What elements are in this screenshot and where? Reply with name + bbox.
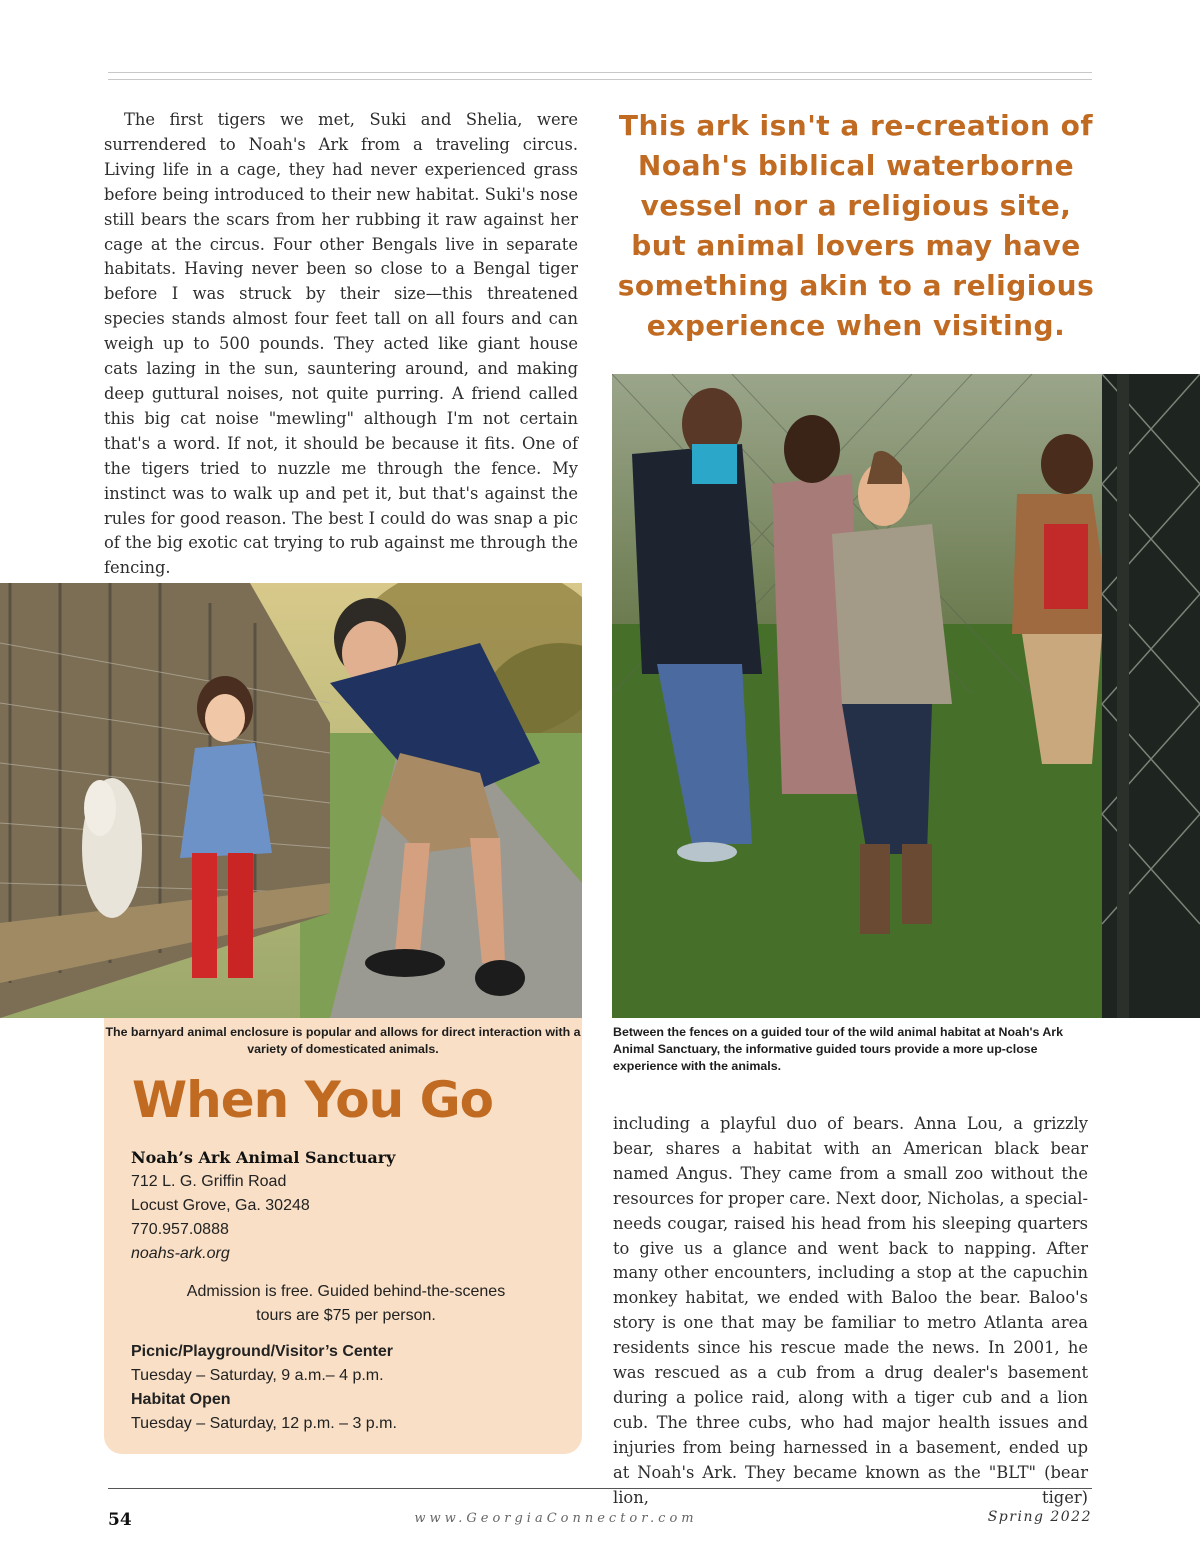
hours-visitor-center: Tuesday – Saturday, 9 a.m.– 4 p.m. (131, 1367, 384, 1384)
hours-habitat: Tuesday – Saturday, 12 p.m. – 3 p.m. (131, 1415, 397, 1432)
photo-caption-left: The barnyard animal enclosure is popular and allows for direct interaction with a variety of domesticated animals. (105, 1025, 581, 1056)
hours-title-visitor-center: Picnic/Playground/Visitor’s Center (131, 1343, 393, 1360)
right-article-column (613, 1112, 1088, 1511)
sanctuary-name: Noah’s Ark Animal Sanctuary (131, 1148, 396, 1167)
paragraph: including a playful duo of bears. Anna Lou, a grizzly bear, shares a habitat with an American black bear named Angus. They came from a small zoo without the resources for proper care. Next door, Nicholas, a special-needs cougar, raised his head from his sleeping quarters to give us a glance and went back to napping. After many other encounters, including a stop at the capuchin monkey habitat, we ended with Baloo the bear. Baloo's story is one that may be familiar to metro Atlanta area residents since his rescue made the news. In 2001, he was rescued as a cub from a drug dealer's basement during a police raid, along with a tiger cub and a lion cub. The three cubs, who had major health issues and injuries from being harnessed in a basement, ended up at Noah's Ark. They became known as the "BLT" (bear lion, tiger) (613, 1114, 1088, 1507)
top-rule (108, 72, 1092, 80)
issue-date: Spring 2022 (987, 1509, 1092, 1525)
guided-tour-photo (612, 374, 1200, 1018)
address-line-1: 712 L. G. Griffin Road (131, 1173, 287, 1190)
photo-caption-right: Between the fences on a guided tour of the wild animal habitat at Noah's Ark Animal Sanctuary, the informative guided tours provide a more up-close experience with the animals. (613, 1025, 1063, 1073)
hours-title-habitat: Habitat Open (131, 1391, 231, 1408)
admission-info (131, 1280, 561, 1328)
phone-number: 770.957.0888 (131, 1221, 229, 1238)
barnyard-goat-photo (0, 583, 582, 1018)
footer-website: www.GeorgiaConnector.com (414, 1511, 698, 1526)
page-number: 54 (108, 1510, 132, 1530)
address-line-2: Locust Grove, Ga. 30248 (131, 1197, 310, 1214)
bottom-rule (108, 1488, 1092, 1489)
pull-quote: This ark isn't a re-creation of Noah's biblical waterborne vessel nor a religious site, but animal lovers may have something akin to a religious experience when visiting. (617, 109, 1095, 342)
when-you-go-heading: When You Go (132, 1071, 494, 1129)
paragraph: The first tigers we met, Suki and Shelia, were surrendered to Noah's Ark from a traveling circus. Living life in a cage, they had never experienced grass before being introduced to their new habitat. Suki's nose still bears the scars from her rubbing it raw against her cage at the circus. Four other Bengals live in separate habitats. Having never been so close to a Bengal tiger before I was struck by their size—this threatened species stands almost four feet tall on all fours and can weigh up to 500 pounds. They acted like giant house cats lazing in the sun, sauntering around, and making deep guttural noises, not quite purring. A friend called this big cat noise "mewling" although I'm not certain that's a word. If not, it should be because it fits. One of the tigers tried to nuzzle me through the fence. My instinct was to walk up and pet it, but that's against the rules for good reason. The best I could do was snap a pic of the big exotic cat trying to rub against me through the fencing. (104, 110, 578, 578)
admission-line: tours are $75 per person. (256, 1307, 436, 1324)
left-article-column (104, 108, 578, 606)
website-link[interactable]: noahs-ark.org (131, 1245, 230, 1262)
admission-line: Admission is free. Guided behind-the-scenes (186, 1283, 506, 1300)
when-you-go-box (104, 1018, 582, 1454)
